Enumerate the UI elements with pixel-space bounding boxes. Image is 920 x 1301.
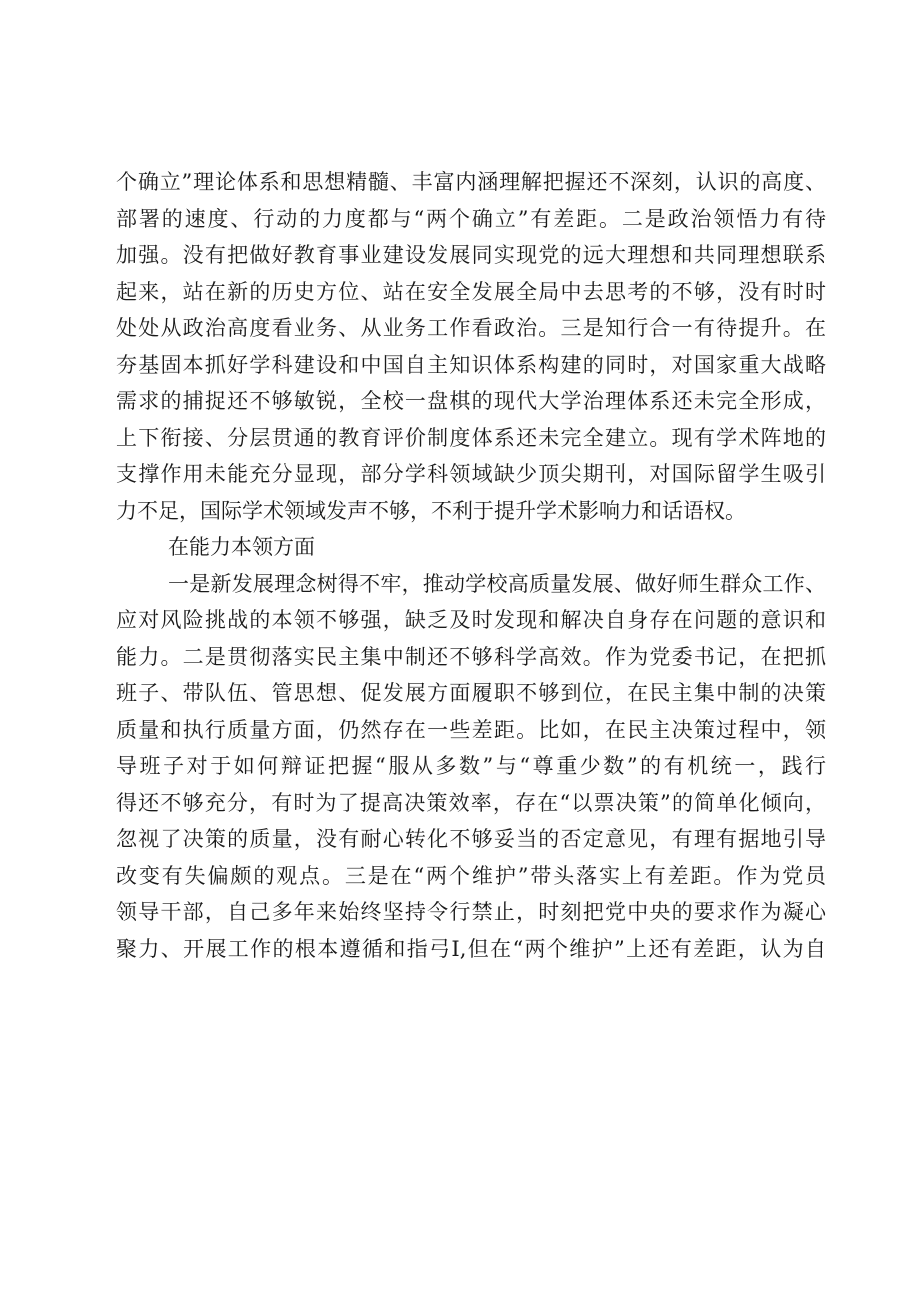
text-line: 改变有失偏颇的观点。三是在“两个维护”带头落实上有差距。作为党员 — [116, 863, 826, 888]
text-line: 夯基固本抓好学科建设和中国自主知识体系构建的同时，对国家重大战略 — [116, 352, 826, 377]
paragraph-ability — [116, 566, 826, 968]
paragraph-ideology — [116, 164, 826, 529]
text-line: 支撑作用未能充分显现，部分学科领域缺少顶尖期刊，对国际留学生吸引 — [116, 462, 826, 486]
text-line: 一是新发展理念树得不牢，推动学校高质量发展、做好师生群众工作、 — [168, 571, 826, 596]
section-heading: 在能力本领方面 — [168, 535, 315, 559]
text-line: 领导干部，自己多年来始终坚持令行禁止，时刻把党中央的要求作为凝心 — [116, 900, 826, 924]
text-line: 上下衔接、分层贯通的教育评价制度体系还未完全建立。现有学术阵地的 — [116, 425, 826, 450]
text-line: 导班子对于如何辩证把握“服从多数”与“尊重少数”的有机统一，践行 — [116, 754, 826, 778]
text-line: 需求的捕捉还不够敏锐，全校一盘棋的现代大学治理体系还未完全形成， — [116, 389, 826, 413]
text-line: 聚力、开展工作的根本遵循和指弓I,但在“两个维护”上还有差距，认为自 — [116, 936, 826, 961]
text-line: 加强。没有把做好教育事业建设发展同实现党的远大理想和共同理想联系 — [116, 243, 826, 267]
text-line: 力不足，国际学术领域发声不够，不利于提升学术影响力和话语权。 — [116, 498, 746, 523]
text-line: 班子、带队伍、管思想、促发展方面履职不够到位，在民主集中制的决策 — [116, 681, 826, 705]
text-line: 质量和执行质量方面，仍然存在一些差距。比如，在民主决策过程中，领 — [116, 717, 826, 742]
text-line: 部署的速度、行动的力度都与“两个确立”有差距。二是政治领悟力有待 — [116, 206, 826, 231]
text-line: 得还不够充分，有时为了提高决策效率，存在“以票决策”的简单化倾向， — [116, 790, 826, 815]
text-line: 处处从政治高度看业务、从业务工作看政治。三是知行合一有待提升。在 — [116, 316, 826, 340]
text-line: 能力。二是贯彻落实民主集中制还不够科学高效。作为党委书记，在把抓 — [116, 644, 826, 669]
text-line: 忽视了决策的质量，没有耐心转化不够妥当的否定意见，有理有据地引导 — [116, 827, 826, 851]
text-line: 应对风险挑战的本领不够强，缺乏及时发现和解决自身存在问题的意识和 — [116, 608, 826, 632]
text-line: 个确立”理论体系和思想精髓、丰富内涵理解把握还不深刻，认识的高度、 — [116, 170, 826, 194]
text-line: 起来，站在新的历史方位、站在安全发展全局中去思考的不够，没有时时 — [116, 279, 826, 304]
document-body — [116, 164, 826, 967]
